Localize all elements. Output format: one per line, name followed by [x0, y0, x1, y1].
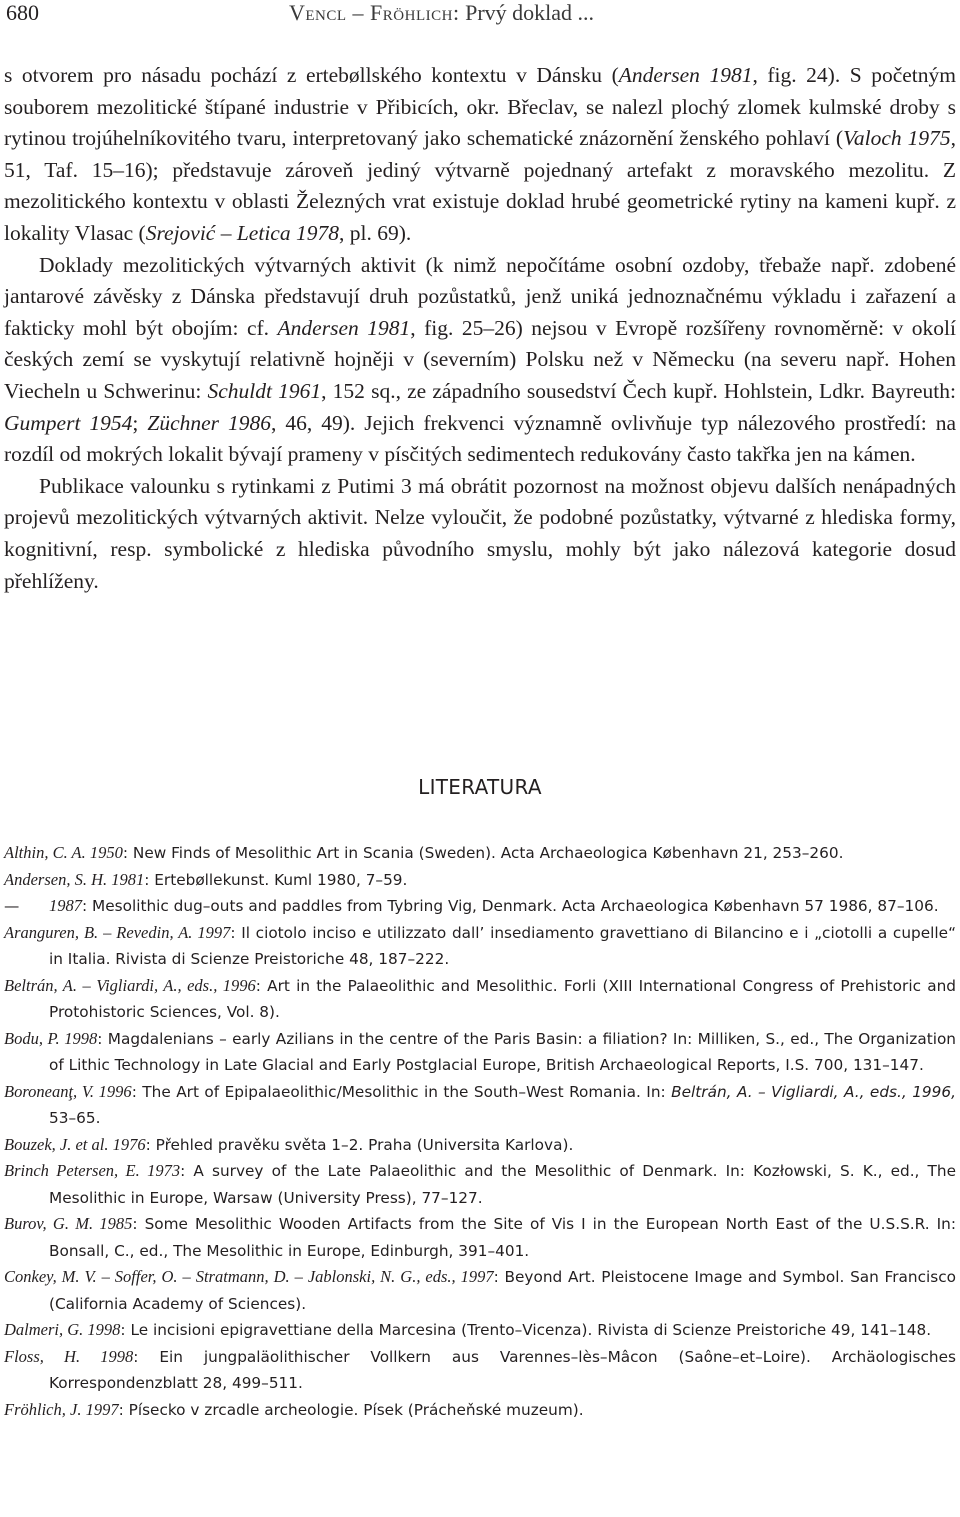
citation-text: Schuldt 1961 — [207, 378, 322, 403]
reference-entry — [4, 1026, 956, 1079]
reference-entry — [4, 973, 956, 1026]
text-run: , 51, Taf. 15–16); představuje zároveň jediný výtvarně pojednaný artefakt z moravského mezolitu. Z mezolitického kontextu v oblasti Železných vrat existuje doklad hrubé geometrické rytiny na kameni kupř. z lokality Vlasac ( — [4, 126, 956, 245]
citation-text: Andersen 1981 — [618, 63, 753, 87]
ditto-dash: — — [4, 897, 20, 915]
literature-heading: LITERATURA — [418, 775, 542, 799]
text-run: : Il ciotolo inciso e utilizzato dall’ insediamento gravettiano di Bilancino e i „ciotolli a cupelle“ in Italia. Rivista di Scienze Preistoriche 48, 187–222. — [49, 923, 956, 968]
reference-author: Bouzek, J. et al. 1976 — [4, 1134, 146, 1154]
citation-text: Srejović – Letica 1978 — [145, 220, 339, 245]
citation-text: Beltrán, A. – Vigliardi, A., eds., 1996, — [671, 1082, 956, 1101]
reference-author: Floss, H. 1998 — [4, 1346, 134, 1366]
text-run: , fig. 25–26) nejsou v Evropě rozšířeny rovnoměrně: v okolí českých zemí se vyskytují relativně hojněji v (severním) Polsku než v Německu (na severu např. Hohen Viecheln u Schwerinu: — [4, 315, 956, 403]
citation-text: Gumpert 1954 — [4, 410, 133, 435]
reference-entry — [4, 1264, 956, 1317]
body-text — [4, 60, 956, 597]
reference-author: Conkey, M. V. – Soffer, O. – Stratmann, D. – Jablonski, N. G., eds., 1997 — [4, 1267, 494, 1286]
reference-author: Dalmeri, G. 1998 — [4, 1320, 121, 1339]
reference-author: Andersen, S. H. 1981 — [4, 869, 145, 889]
page-number: 680 — [6, 0, 39, 25]
reference-list — [4, 840, 956, 1423]
text-run: : Mesolithic dug–outs and paddles from Tybring Vig, Denmark. Acta Archaeologica København 57 1986, 87–106. — [82, 897, 939, 915]
text-run: : Ertebøllekunst. Kuml 1980, 7–59. — [144, 870, 408, 889]
text-run: 53–65. — [49, 1109, 101, 1127]
text-run: , 152 sq., ze západního sousedství Čech kupř. Hohlstein, Ldkr. Bayreuth: — [321, 378, 956, 403]
reference-author: Boroneanţ, V. 1996 — [4, 1081, 132, 1101]
reference-entry — [4, 1397, 956, 1424]
reference-author: Burov, G. M. 1985 — [4, 1214, 133, 1233]
running-title — [289, 0, 594, 26]
body-paragraph — [4, 250, 956, 471]
text-run: ; — [132, 410, 148, 435]
text-run: : A survey of the Late Palaeolithic and the Mesolithic of Denmark. In: Kozłowski, S. K., ed., The Mesolithic in Europe, Warsaw (University Press), 77–127. — [49, 1162, 956, 1207]
reference-author: Bodu, P. 1998 — [4, 1028, 98, 1048]
text-run: s otvorem pro násadu pochází z ertebøllského kontextu v Dánsku ( — [4, 63, 619, 87]
running-title-authors: Vencl – Fröhlich: — [289, 0, 460, 25]
text-run: , 46, 49). Jejich frekvenci významně ovlivňuje typ nálezového prostředí: na rozdíl od mokrých lokalit bývají prameny v písčitých sedimentech redukovány často takřka jen na kámen. — [4, 410, 956, 467]
citation-text: Züchner 1986 — [147, 410, 272, 435]
text-run: : The Art of Epipalaeolithic/Mesolithic in the South–West Romania. In: — [131, 1082, 672, 1101]
text-run: : Some Mesolithic Wooden Artifacts from the Site of Vis I in the European North East of the U.S.S.R. In: Bonsall, C., ed., The Mesolithic in Europe, Edinburgh, 391–401. — [49, 1215, 956, 1260]
citation-text: Valoch 1975 — [843, 126, 951, 151]
reference-author: Fröhlich, J. 1997 — [4, 1399, 119, 1419]
reference-author: Aranguren, B. – Revedin, A. 1997 — [4, 922, 231, 942]
text-run: : Magdalenians – early Azilians in the centre of the Paris Basin: a filiation? In: Milliken, S., ed., The Organization of Lithic Technology in Late Glacial and Early Postglacial Europe, British Archaeological Reports, I.S. 700, 131–147. — [49, 1029, 956, 1074]
reference-author: Brinch Petersen, E. 1973 — [4, 1161, 181, 1180]
running-header — [6, 0, 946, 28]
text-run: : Beyond Art. Pleistocene Image and Symbol. San Francisco (California Academy of Sciences). — [49, 1268, 957, 1313]
reference-entry — [4, 1132, 956, 1159]
reference-entry — [4, 1079, 956, 1132]
citation-text: Andersen 1981 — [277, 315, 411, 340]
reference-entry — [4, 867, 956, 894]
reference-author: Althin, C. A. 1950 — [4, 843, 123, 862]
text-run: : New Finds of Mesolithic Art in Scania (Sweden). Acta Archaeologica København 21, 253–260. — [122, 844, 844, 862]
reference-entry — [4, 1317, 956, 1344]
text-run: Publikace valounku s rytinkami z Putimi 3 má obrátit pozornost na možnost objevu dalších nenápadných projevů mezolitických výtvarných aktivit. Nelze vyloučit, že podobné pozůstatky, výtvarné z hlediska formy, kognitivní, resp. symbolické z hlediska původního smyslu, mohly být jako nálezová kategorie dosud přehlíženy. — [4, 473, 956, 593]
running-title-text: Prvý doklad ... — [459, 0, 595, 25]
reference-author: Beltrán, A. – Vigliardi, A., eds., 1996 — [4, 975, 256, 995]
text-run: : Art in the Palaeolithic and Mesolithic. Forli (XIII International Congress of Prehistoric and Protohistoric Sciences, Vol. 8). — [49, 976, 956, 1021]
text-run: : Ein jungpaläolithischer Vollkern aus Varennes–lès–Mâcon (Saône–et–Loire). Archäologisches Korrespondenzblatt 28, 499–511. — [49, 1347, 957, 1392]
text-run: : Písecko v zrcadle archeologie. Písek (Prácheňské muzeum). — [118, 1400, 584, 1419]
reference-author: 1987 — [49, 896, 82, 915]
text-run: : Le incisioni epigravettiane della Marcesina (Trento–Vicenza). Rivista di Scienze Preistoriche 49, 141–148. — [120, 1321, 932, 1339]
body-paragraph — [4, 60, 956, 250]
reference-entry — [4, 920, 956, 973]
body-paragraph — [4, 471, 956, 597]
text-run: : Přehled pravěku světa 1–2. Praha (Universita Karlova). — [145, 1135, 574, 1154]
reference-entry — [4, 1211, 956, 1264]
reference-entry — [4, 893, 956, 920]
reference-entry — [4, 840, 956, 867]
reference-entry — [4, 1344, 956, 1397]
text-run: , fig. 24). S početným souborem mezolitické štípané industrie v Přibicích, okr. Břeclav, se nalezl plochý zlomek kulmské droby s rytinou trojúhelníkovitého tvaru, interpretovaný jako schematické znázornění ženského pohlaví ( — [4, 63, 956, 151]
reference-entry — [4, 1158, 956, 1211]
text-run: Doklady mezolitických výtvarných aktivit (k nimž nepočítáme osobní ozdoby, třebaže např. zdobené jantarové závěsky z Dánska představují druh pozůstatků, jenž uniká jednoznačnému výkladu i zařazení a fakticky mohl být obojím: cf. — [4, 252, 956, 340]
text-run: , pl. 69). — [338, 220, 412, 245]
